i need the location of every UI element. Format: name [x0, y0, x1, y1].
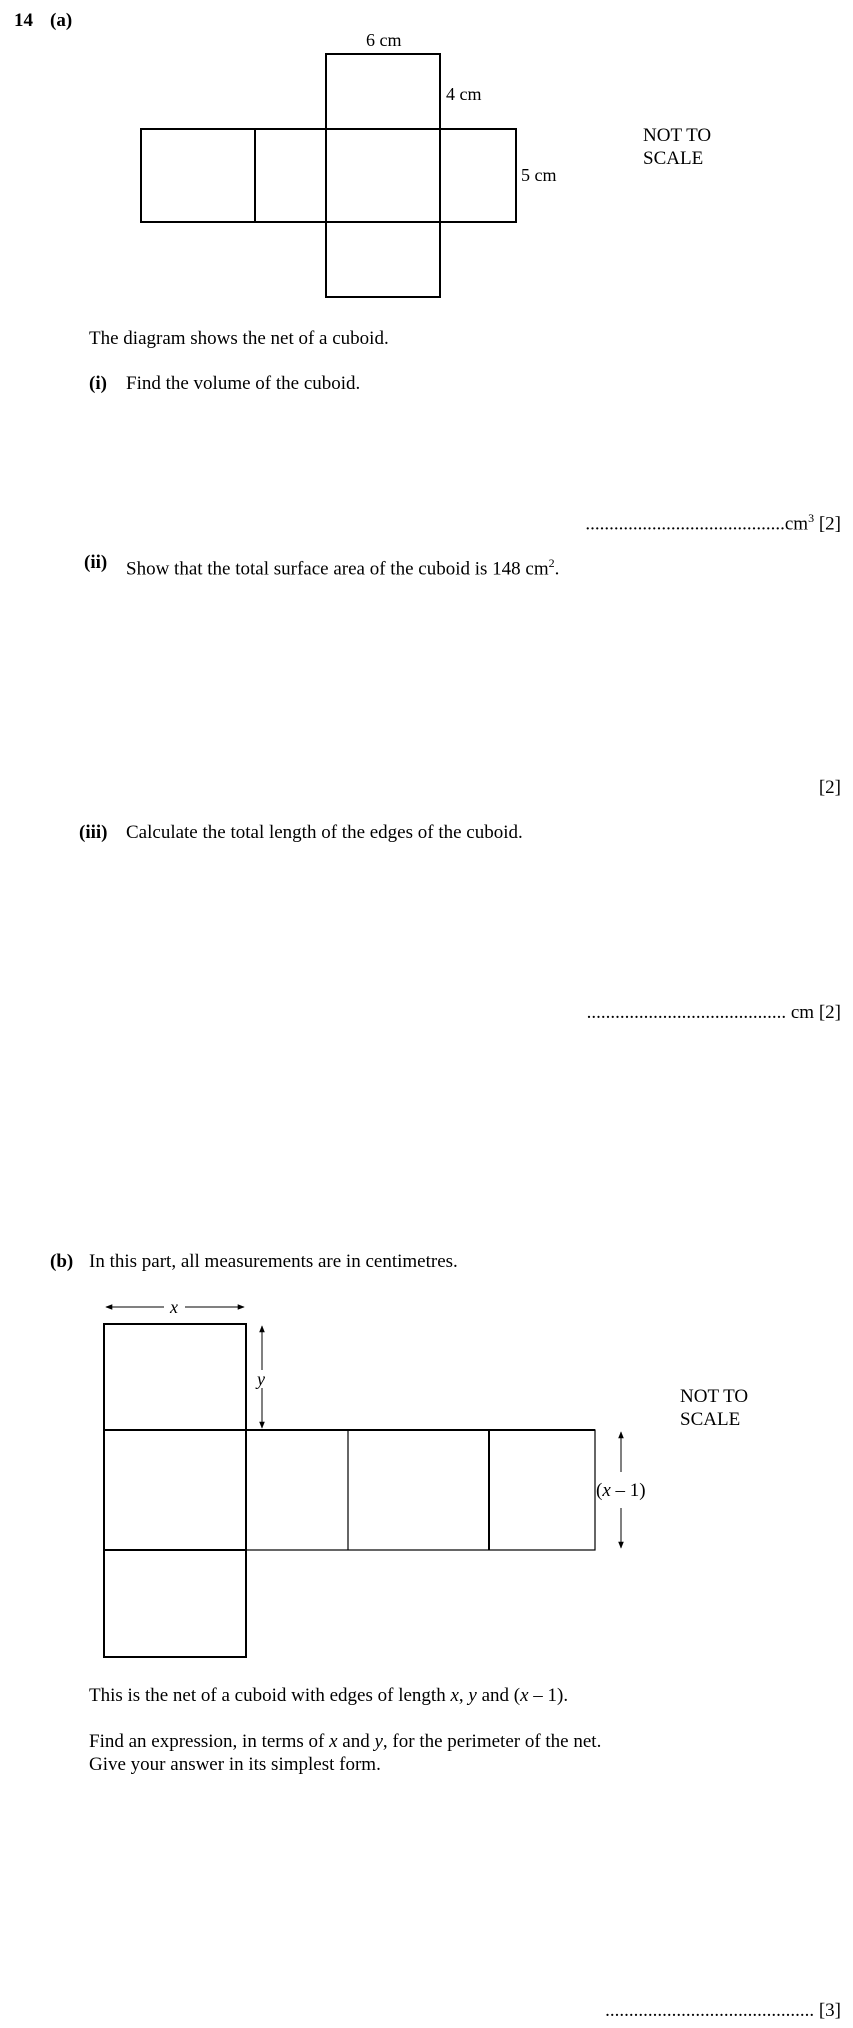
net-a-left-face [141, 129, 255, 222]
var-x: x [329, 1731, 338, 1752]
part-a-label: (a) [50, 10, 73, 31]
net-a-label-top: 6 cm [366, 30, 402, 50]
net-b-right-strip [246, 1430, 595, 1550]
question-text: Show that the total surface area of the cuboid is 148 cm [126, 558, 549, 580]
net-a-label-upper-right: 4 cm [446, 84, 482, 104]
part-b-find [89, 1731, 601, 1753]
net-a-centre-face [326, 129, 440, 222]
part-b-answer [605, 2000, 841, 2022]
part-a-i-label: (i) [89, 373, 107, 394]
var-y: y [468, 1685, 477, 1706]
net-b-bottom-face [104, 1550, 246, 1657]
not-to-scale-b-line2: SCALE [680, 1409, 741, 1430]
cuboid-net-b [104, 1324, 595, 1657]
x-minus-1-label: (x – 1) [596, 1480, 646, 1501]
find-text: and [337, 1731, 375, 1752]
question-number: 14 [14, 10, 33, 31]
period: . [554, 558, 560, 580]
net-a-label-side: 5 cm [521, 165, 557, 185]
net-b-centre-face [104, 1430, 246, 1550]
marks: [2] [818, 513, 841, 535]
not-to-scale-b-line1: NOT TO [680, 1386, 749, 1407]
answer-line[interactable]: ............................................ [605, 2000, 815, 2021]
net-a-bottom-face [326, 222, 440, 297]
part-a-i-question: Find the volume of the cuboid. [126, 373, 361, 394]
part-a-ii-marks: [2] [818, 777, 841, 798]
part-a-ii-label: (ii) [84, 552, 108, 573]
part-b-label: (b) [50, 1251, 74, 1272]
var-y: y [374, 1731, 383, 1752]
part-a-i-answer [585, 507, 841, 535]
find-text: Find an expression, in terms of [89, 1731, 330, 1752]
not-to-scale-a-line2: SCALE [643, 148, 704, 169]
net-a-side-face-left [255, 129, 326, 222]
x-label: x [170, 1297, 178, 1317]
part-b-intro: In this part, all measurements are in centimetres. [89, 1251, 458, 1272]
answer-line[interactable]: .......................................... [586, 1002, 787, 1023]
statement-text: , [458, 1685, 469, 1706]
part-a-intro: The diagram shows the net of a cuboid. [89, 328, 389, 349]
part-b-simplest: Give your answer in its simplest form. [89, 1754, 381, 1775]
part-a-iii-question: Calculate the total length of the edges of the cuboid. [126, 822, 523, 843]
statement-text: This is the net of a cuboid with edges of length [89, 1685, 451, 1706]
net-a-top-face [326, 54, 440, 129]
y-label: y [257, 1369, 265, 1389]
net-a-side-face-right [440, 129, 516, 222]
answer-line[interactable]: .......................................... [585, 513, 785, 535]
part-a-ii-question [126, 552, 559, 580]
statement-text: and ( [476, 1685, 521, 1706]
var-x: x [450, 1685, 459, 1706]
unit-power: 2 [548, 556, 555, 570]
part-b-statement [89, 1685, 568, 1707]
part-a-iii-answer [587, 1002, 841, 1024]
unit: cm [790, 1002, 815, 1023]
find-text: , for the perimeter of the net. [382, 1731, 602, 1752]
not-to-scale-a-line1: NOT TO [643, 125, 712, 146]
marks: [3] [818, 2000, 841, 2021]
var-x: x [520, 1685, 529, 1706]
net-b-top-face [104, 1324, 246, 1430]
part-a-iii-label: (iii) [79, 822, 108, 843]
marks: [2] [818, 1002, 841, 1023]
unit-power: 3 [808, 511, 815, 525]
statement-text: – 1). [528, 1685, 569, 1706]
unit: cm [784, 513, 809, 535]
